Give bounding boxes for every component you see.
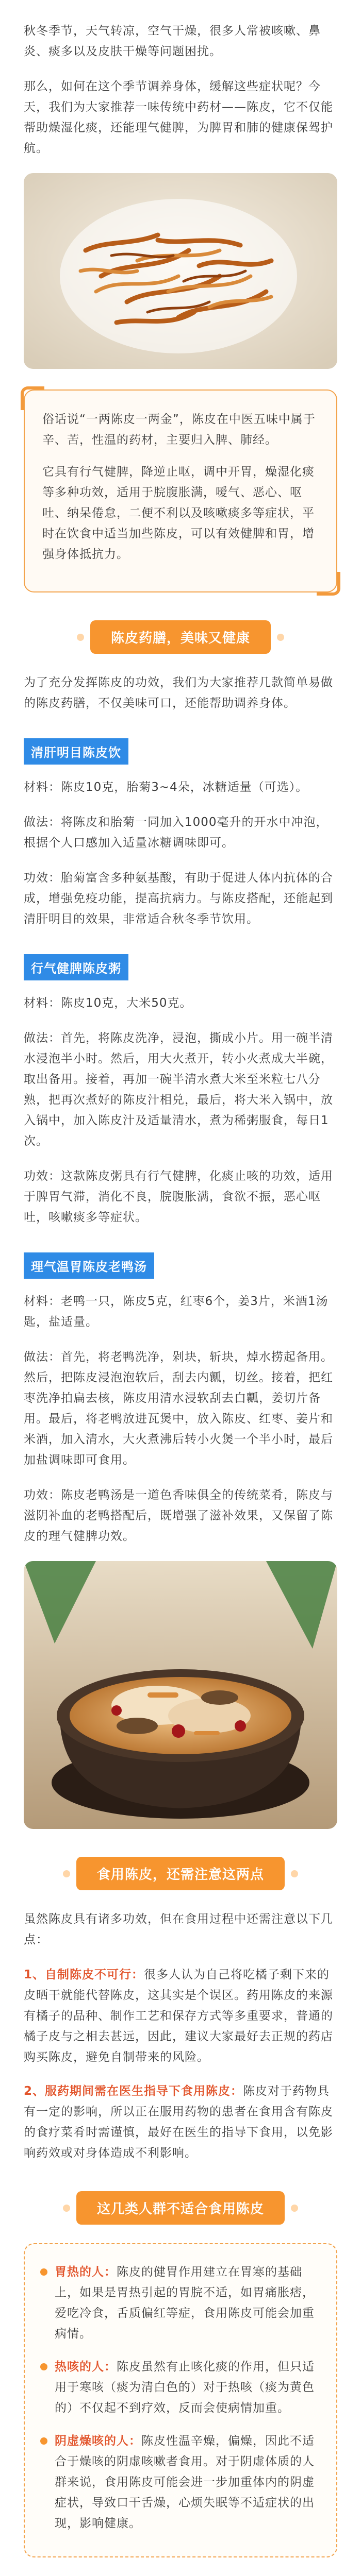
- section-title: 陈皮药膳，美味又健康: [90, 620, 271, 654]
- recipe-title: 清肝明目陈皮饮: [24, 738, 128, 765]
- bullet-dot-icon: [40, 2363, 47, 2370]
- recipe-effect: 功效：胎菊富含多种氨基酸，有助于促进人体内抗体的合成，增强免疫功能，提高抗病力。与陈皮搭配，还能起到清肝明目的效果，非常适合秋冬季节饮用。: [24, 871, 333, 926]
- bullet-dot-icon: [40, 2268, 47, 2276]
- unsuitable-groups-card: [24, 2243, 337, 2557]
- recipe-materials: 材料：陈皮10克，大米50克。: [24, 996, 192, 1010]
- tip-item: [24, 1964, 337, 2067]
- list-item-body: 陈皮的健胃作用建立在胃寒的基础上，如果是胃热引起的胃脘不适，如胃痛胀痞，爱吃冷食，舌质偏红等症，食用陈皮可能会加重病情。: [55, 2265, 315, 2341]
- tip-item: [24, 2081, 337, 2163]
- section-title: 这几类人群不适合食用陈皮: [76, 2191, 285, 2225]
- recipe-effect: 功效：陈皮老鸭汤是一道色香味俱全的传统菜肴，陈皮与滋阴补血的老鸭搭配后，既增强了滋补效果，又保留了陈皮的理气健脾功效。: [24, 1488, 333, 1543]
- list-item-text: [55, 2262, 321, 2344]
- recipe-effect: 功效：这款陈皮粥具有行气健脾，化痰止咳的功效，适用于脾胃气滞，消化不良，脘腹胀满，食欲不振，恶心呕吐，咳嗽痰多等症状。: [24, 1170, 333, 1224]
- recipe-materials: 材料：陈皮10克，胎菊3~4朵，冰糖适量（可选）。: [24, 781, 308, 794]
- duck-soup-photo: [24, 1561, 337, 1829]
- recipe-materials: 材料：老鸭一只，陈皮5克，红枣6个，姜3片，米酒1汤匙，盐适量。: [24, 1295, 329, 1329]
- quote-paragraph-2: 它具有行气健脾，降逆止呕，调中开胃，燥湿化痰等多种功效，适用于脘腹胀满，嗳气、恶心、呕吐、纳呆倦怠，二便不利以及咳嗽痰多等症状，平时在饮食中适当加些陈皮，可以有效健脾和胃，增强身体抵抗力。: [42, 465, 315, 561]
- recipe-method: 做法：首先，将老鸭洗净，剁块，斩块，焯水捞起备用。然后，把陈皮浸泡泡软后，刮去内瓤，切丝。接着，把红枣洗净拍扁去核，陈皮用清水浸软刮去白瓤，姜切片备用。最后，将老鸭放进瓦煲中，放入陈皮、红枣、姜片和米酒，加入清水，大火煮沸后转小火煲一个半小时，最后加盐调味即可食用。: [24, 1350, 333, 1467]
- tip-text: 陈皮对于药物具有一定的影响，所以正在服用药物的患者在食用含有陈皮的食疗菜肴时需谨慎，最好在医生的指导下食用，以免影响药效或对身体造成不利影响。: [24, 2084, 333, 2160]
- section-banner: [0, 2191, 361, 2225]
- list-item-title: 热咳的人：: [55, 2360, 117, 2374]
- intro-paragraph-2: 那么，如何在这个季节调养身体，缓解这些症状呢？今天，我们为大家推荐一味传统中药材——陈皮，它不仅能帮助燥湿化痰，还能理气健脾，为脾胃和肺的健康保驾护航。: [24, 80, 333, 155]
- bullet-dot-icon: [40, 2437, 47, 2445]
- tangerine-peel-photo: [24, 173, 337, 369]
- corner-decoration: [21, 386, 44, 410]
- list-item-text: [55, 2431, 321, 2534]
- tip-text: 很多人认为自己将吃橘子剩下来的皮晒干就能代替陈皮，这其实是个误区。药用陈皮的来源有橘子的品种、制作工艺和保存方式等多重要求，普通的橘子皮与之相去甚远，因此，建议大家最好去正规的药店购买陈皮，避免自制带来的风险。: [24, 1968, 333, 2064]
- quote-paragraph-1: 俗话说“一两陈皮一两金”，陈皮在中医五味中属于辛、苦，性温的药材，主要归入脾、肺经。: [42, 413, 316, 447]
- corner-decoration: [317, 572, 340, 596]
- list-item: [40, 2262, 321, 2344]
- tip-title: 2、服药期间需在医生指导下食用陈皮：: [24, 2084, 243, 2098]
- section-banner: [0, 620, 361, 654]
- recipe-title: 行气健脾陈皮粥: [24, 954, 128, 980]
- tips-list: [0, 1964, 361, 2163]
- intro-paragraph-1: 秋冬季节，天气转凉，空气干燥，很多人常被咳嗽、鼻炎、痰多以及皮肤干燥等问题困扰。: [24, 24, 321, 58]
- list-item-body: 陈皮性温辛燥，偏燥，因此不适合于燥咳的阴虚咳嗽者食用。对于阴虚体质的人群来说，食用陈皮可能会进一步加重体内的阴虚症状，导致口干舌燥，心烦失眠等不适症状的出现，影响健康。: [55, 2434, 315, 2530]
- tip-title: 1、自制陈皮不可行：: [24, 1968, 144, 1981]
- section-intro: 为了充分发挥陈皮的功效，我们为大家推荐几款简单易做的陈皮药膳，不仅美味可口，还能帮助调养身体。: [24, 676, 333, 710]
- list-item-title: 胃热的人：: [55, 2265, 117, 2279]
- list-item-title: 阴虚燥咳的人：: [55, 2434, 141, 2448]
- recipe-method: 做法：首先，将陈皮洗净，浸泡，撕成小片。用一碗半清水浸泡半小时。然后，用大火煮开，转小火煮成大半碗，取出备用。接着，再加一碗半清水煮大米至米粒七八分熟，把再次煮好的陈皮汁相兑，最后，将大米入锅中，放入锅中，加入陈皮汁及适量清水，煮为稀粥服食，每日1次。: [24, 1031, 333, 1148]
- section-banner: [0, 1857, 361, 1890]
- section-title: 食用陈皮，还需注意这两点: [76, 1857, 285, 1890]
- section-intro: 虽然陈皮具有诸多功效，但在食用过程中还需注意以下几点：: [24, 1912, 333, 1946]
- list-item-body: 陈皮虽然有止咳化痰的作用，但只适用于寒咳（痰为清白色的）对于热咳（痰为黄色的）不仅起不到疗效，反而会使病情加重。: [55, 2360, 315, 2415]
- list-item: [40, 2357, 321, 2418]
- quote-card: [24, 389, 337, 592]
- recipe-method: 做法：将陈皮和胎菊一同加入1000毫升的开水中冲泡，根据个人口感加入适量冰糖调味即可。: [24, 816, 329, 850]
- list-item: [40, 2431, 321, 2534]
- recipe-title: 理气温胃陈皮老鸭汤: [24, 1252, 154, 1279]
- list-item-text: [55, 2357, 321, 2418]
